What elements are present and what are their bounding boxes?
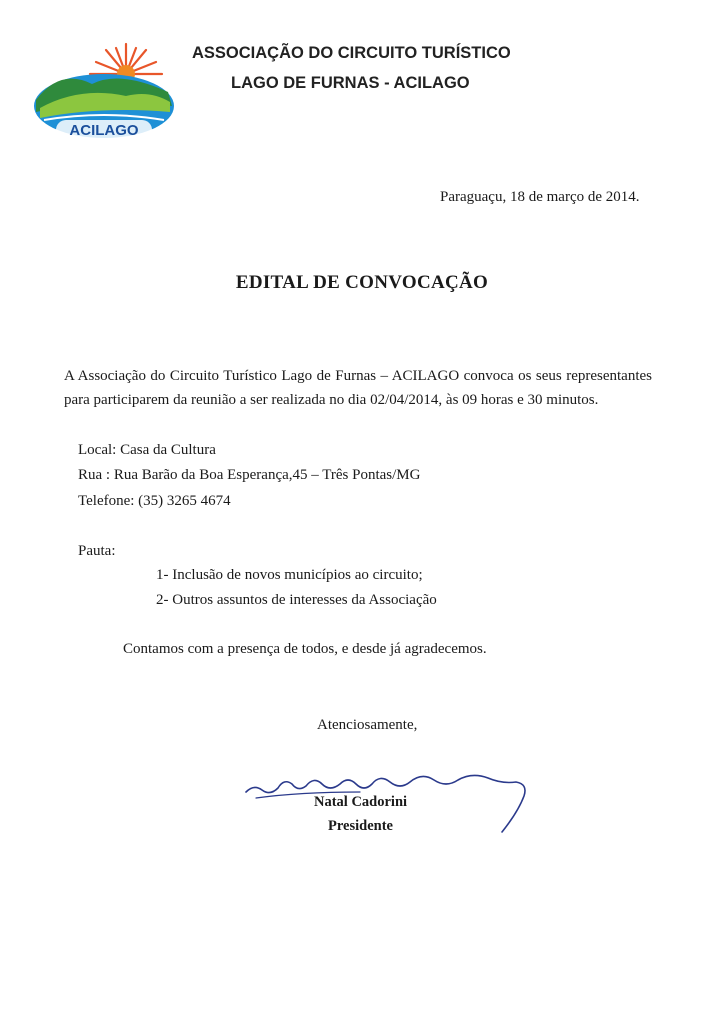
signer-role: Presidente — [328, 818, 393, 834]
agenda-heading: Pauta: — [78, 543, 116, 559]
agenda-item: 2- Outros assuntos de interesses da Associação — [156, 592, 437, 608]
document-title: EDITAL DE CONVOCAÇÃO — [235, 272, 489, 293]
signer-name: Natal Cadorini — [314, 794, 408, 810]
dateline: Paraguaçu, 18 de março de 2014. — [440, 189, 640, 205]
meeting-location: Local: Casa da Cultura — [78, 442, 216, 458]
org-name-line2: LAGO DE FURNAS - ACILAGO — [231, 74, 470, 92]
acilago-logo-graphic — [30, 40, 178, 142]
org-name-line1: ASSOCIAÇÃO DO CIRCUITO TURÍSTICO — [192, 44, 511, 62]
logo-wordmark: ACILAGO — [69, 122, 139, 139]
closing-sentence: Contamos com a presença de todos, e desde já agradecemos. — [123, 641, 487, 657]
regards-text: Atenciosamente, — [317, 717, 418, 733]
acilago-logo — [30, 40, 178, 142]
body-paragraph-line1: A Associação do Circuito Turístico Lago de Furnas – ACILAGO convoca os seus representantes — [64, 368, 652, 384]
body-paragraph-line2: para participarem da reunião a ser realizada no dia 02/04/2014, às 09 horas e 30 minutos. — [64, 392, 599, 408]
meeting-address: Rua : Rua Barão da Boa Esperança,45 – Três Pontas/MG — [78, 467, 421, 483]
agenda-item: 1- Inclusão de novos municípios ao circuito; — [156, 567, 423, 583]
meeting-phone: Telefone: (35) 3265 4674 — [78, 493, 231, 509]
